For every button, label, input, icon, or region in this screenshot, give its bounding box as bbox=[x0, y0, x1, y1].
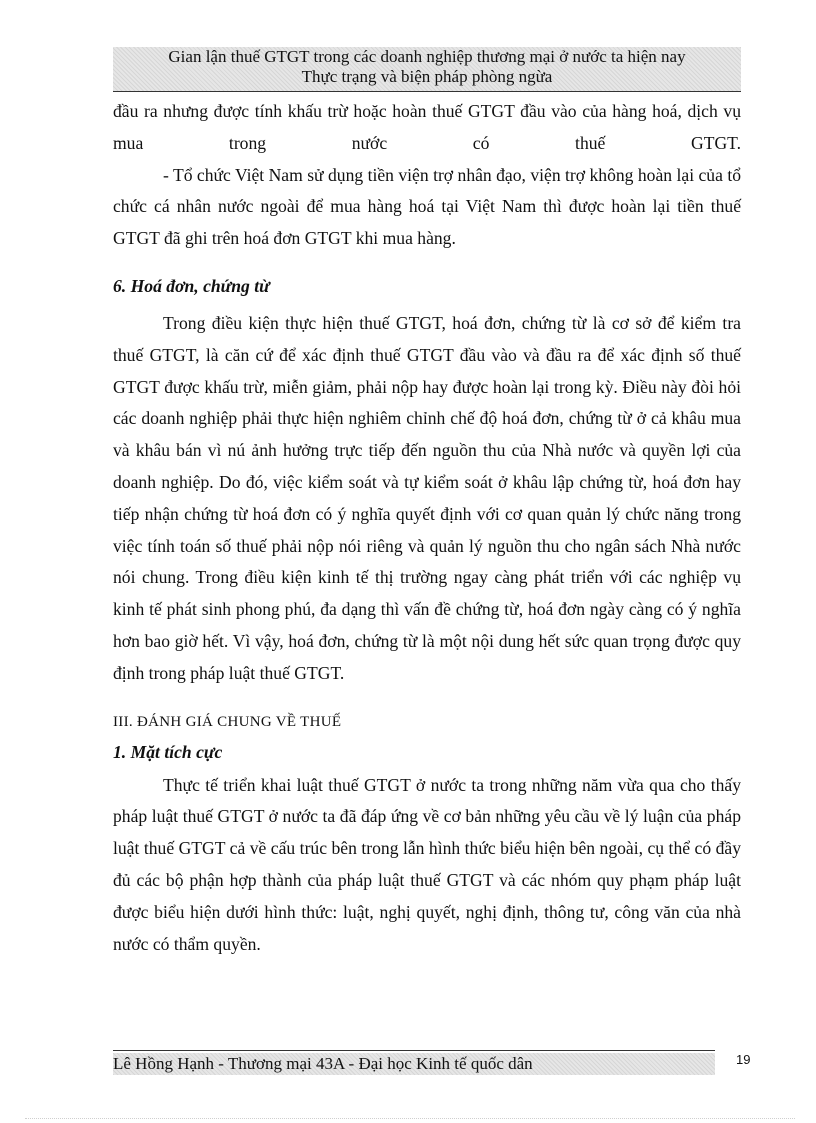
section-heading-positive-aspects: 1. Mặt tích cực bbox=[113, 741, 223, 762]
paragraph-positive-aspects: Thực tế triển khai luật thuế GTGT ở nước ta trong những năm vừa qua cho thấy pháp luật thuế GTGT ở nước ta đã đáp ứng về cơ bản những yêu cầu về lý luận của pháp luật thuế GTGT cả về cấu trúc bên trong lẫn hình thức biểu hiện bên ngoài, cụ thể có đầy đủ các bộ phận hợp thành của pháp luật thuế GTGT và các nhóm quy phạm pháp luật được biểu hiện dưới hình thức: luật, nghị quyết, nghị định, thông tư, công văn của nhà nước có thẩm quyền. bbox=[113, 774, 741, 954]
paragraph-continuation: đầu ra nhưng được tính khấu trừ hoặc hoàn thuế GTGT đầu vào của hàng hoá, dịch vụ mua trong nước có thuế GTGT. bbox=[113, 101, 741, 153]
section-heading-general-assessment: III. ĐÁNH GIÁ CHUNG VỀ THUẾ bbox=[113, 713, 342, 730]
page-body bbox=[113, 96, 741, 960]
section-heading-invoices: 6. Hoá đơn, chứng từ bbox=[113, 275, 270, 296]
running-header bbox=[113, 47, 741, 92]
paragraph-invoices: Trong điều kiện thực hiện thuế GTGT, hoá đơn, chứng từ là cơ sở để kiểm tra thuế GTGT, là căn cứ để xác định thuế GTGT đầu vào và đầu ra để xác định số thuế GTGT được khấu trừ, miễn giảm, phải nộp hay được hoàn lại trong kỳ. Điều này đòi hỏi các doanh nghiệp phải thực hiện nghiêm chỉnh chế độ hoá đơn, chứng từ ở cả khâu mua và khâu bán vì nú ảnh hưởng trực tiếp đến nguồn thu của Nhà nước và quyền lợi của doanh nghiệp. Do đó, việc kiểm soát và tự kiểm soát ở khâu lập chứng từ, hoá đơn hay tiếp nhận chứng từ hoá đơn có ý nghĩa quyết định với cơ quan quản lý chức năng trong việc tính toán số thuế phải nộp nói riêng và quản lý nguồn thu cho ngân sách Nhà nước nói chung. Trong điều kiện kinh tế thị trường ngay càng phát triển với các nghiệp vụ kinh tế phát sinh phong phú, đa dạng thì vấn đề chứng từ, hoá đơn ngày càng có ý nghĩa hơn bao giờ hết. Vì vậy, hoá đơn, chứng từ là một nội dung hết sức quan trọng được quy định trong pháp luật thuế GTGT. bbox=[113, 312, 741, 683]
page-bottom-border bbox=[25, 1118, 795, 1119]
page-number: 19 bbox=[736, 1052, 751, 1067]
footer-divider bbox=[113, 1050, 715, 1051]
running-footer: Lê Hồng Hạnh - Thương mại 43A - Đại học Kinh tế quốc dân bbox=[113, 1053, 715, 1075]
header-title-line-1: Gian lận thuế GTGT trong các doanh nghiệp thương mại ở nước ta hiện nay bbox=[168, 47, 686, 66]
paragraph-aid-refund: - Tổ chức Việt Nam sử dụng tiền viện trợ nhân đạo, viện trợ không hoàn lại của tổ chức cá nhân nước ngoài để mua hàng hoá tại Việt Nam thì được hoàn lại tiền thuế GTGT đã ghi trên hoá đơn GTGT khi mua hàng. bbox=[113, 164, 741, 249]
header-title-line-2: Thực trạng và biện pháp phòng ngừa bbox=[301, 67, 553, 86]
